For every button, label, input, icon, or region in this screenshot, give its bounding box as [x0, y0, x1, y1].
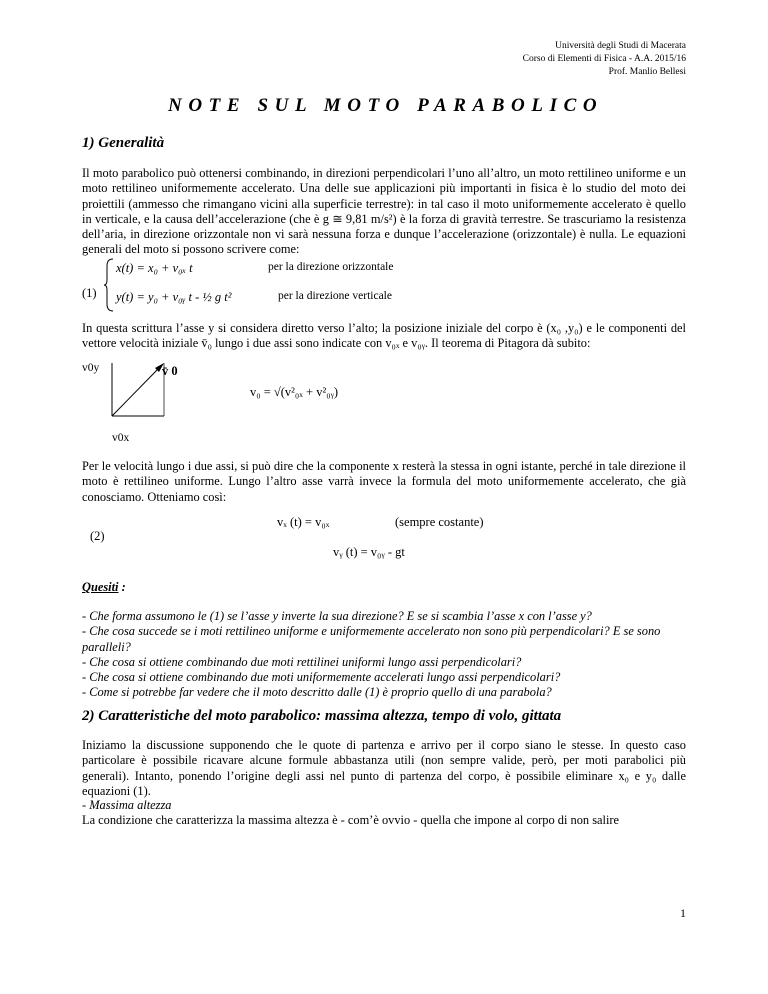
velocity-vector-diagram — [110, 360, 170, 420]
intro-paragraph: Il moto parabolico può ottenersi combinando, in direzioni perpendicolari l’uno all’altro, un moto rettilineo uniforme e un moto rettilineo uniformemente accelerato. Una delle sue applicazioni più importanti in fisica è lo studio del moto dei proiettili (ammesso che rimangano vicini alla superficie terrestre): in tal caso il moto uniformemente accelerato è quello in verticale, e la causa dell’accelerazione (che è g ≅ 9,81 m/s²) è la forza di gravità terrestre. Se trascuriamo la resistenza dell’aria, in direzione orizzontale non vi sarà nessuna forza e dunque l’accelerazione (orizzontale) è nulla. Le equazioni generali del moto si possono scrivere come: — [82, 166, 686, 257]
quesiti-heading-colon: : — [118, 580, 126, 594]
equation-1-y-note: per la direzione verticale — [278, 290, 392, 302]
equation-1-x-note: per la direzione orizzontale — [268, 261, 394, 273]
list-item: - Come si potrebbe far vedere che il moto descritto dalle (1) è proprio quello di una parabola? — [82, 685, 552, 700]
equation-2-vx-note: (sempre costante) — [395, 515, 484, 529]
list-item: - Che cosa si ottiene combinando due moti rettilinei uniformi lungo assi perpendicolari? — [82, 654, 522, 669]
equation-1-brace — [104, 258, 114, 312]
diagram-label-v0: v̄ 0 — [162, 364, 178, 378]
list-item: - Che cosa succede se i moti rettilineo uniforme e uniformemente accelerato non sono più perpendicolari? E se sono paralleli? — [82, 624, 661, 654]
quesiti-heading-label: Quesiti — [82, 580, 119, 594]
quesiti-heading — [82, 580, 126, 595]
quesiti-list — [82, 609, 686, 701]
section-heading-1: 1) Generalità — [82, 135, 165, 151]
header-professor: Prof. Manlio Bellesi — [608, 67, 686, 77]
section2-subheading: - Massima altezza — [82, 798, 172, 812]
pythagoras-formula: v₀ = √(v²₀ₓ + v²₀ᵧ) — [250, 385, 339, 399]
section2-paragraph: Iniziamo la discussione supponendo che le quote di partenza e arrivo per il corpo siano le stesse. In questo caso particolare è possibile ricavare alcune formule abbastanza utili (non sempre valide, però, per moti parabolici più generali). Intanto, ponendo l’origine degli assi nel punto di partenza del corpo, è possibile eliminare x₀ e y₀ dalle equazioni (1). — [82, 738, 686, 798]
section2-last-line: La condizione che caratterizza la massima altezza è - com’è ovvio - quella che impone al corpo di non salire — [82, 813, 620, 827]
page-number: 1 — [680, 906, 686, 920]
page-title: NOTE SUL MOTO PARABOLICO — [168, 95, 604, 116]
list-item: - Che cosa si ottiene combinando due moti uniformemente accelerati lungo assi perpendicolari? — [82, 670, 561, 685]
equation-1-x: x(t) = x₀ + v₀ₓ t — [116, 261, 193, 275]
section-heading-2: 2) Caratteristiche del moto parabolico: massima altezza, tempo di volo, gittata — [82, 708, 562, 724]
equation-2-vx: vₓ (t) = v₀ₓ — [277, 515, 330, 529]
diagram-label-v0y: v0y — [82, 362, 100, 374]
equation-2-vy: vᵧ (t) = v₀ᵧ - gt — [333, 545, 405, 559]
diagram-label-v0x: v0x — [112, 432, 130, 444]
velocity-paragraph: Per le velocità lungo i due assi, si può dire che la componente x resterà la stessa in ogni istante, perché in tale direzione il moto è rettilineo uniforme. Lungo l’altro asse varrà invece la formula del moto uniformemente accelerato, che già conosciamo. Otteniamo così: — [82, 459, 686, 504]
axis-paragraph: In questa scrittura l’asse y si considera diretto verso l’alto; la posizione iniziale del corpo è (x₀ ,y₀) e le componenti del vettore velocità iniziale v̄₀ lungo i due assi sono indicate con v₀ₓ e v₀ᵧ. Il teorema di Pitagora dà subito: — [82, 321, 686, 351]
header-university: Università degli Studi di Macerata — [555, 41, 686, 51]
list-item: - Che forma assumono le (1) se l’asse y inverte la sua direzione? E se si scambia l’asse x con l’asse y? — [82, 609, 592, 623]
equation-1-number: (1) — [82, 286, 97, 300]
equation-2-number: (2) — [90, 529, 105, 543]
header-course: Corso di Elementi di Fisica - A.A. 2015/16 — [522, 54, 686, 64]
equation-1-y: y(t) = y₀ + v₀ᵧ t - ½ g t² — [116, 290, 232, 304]
